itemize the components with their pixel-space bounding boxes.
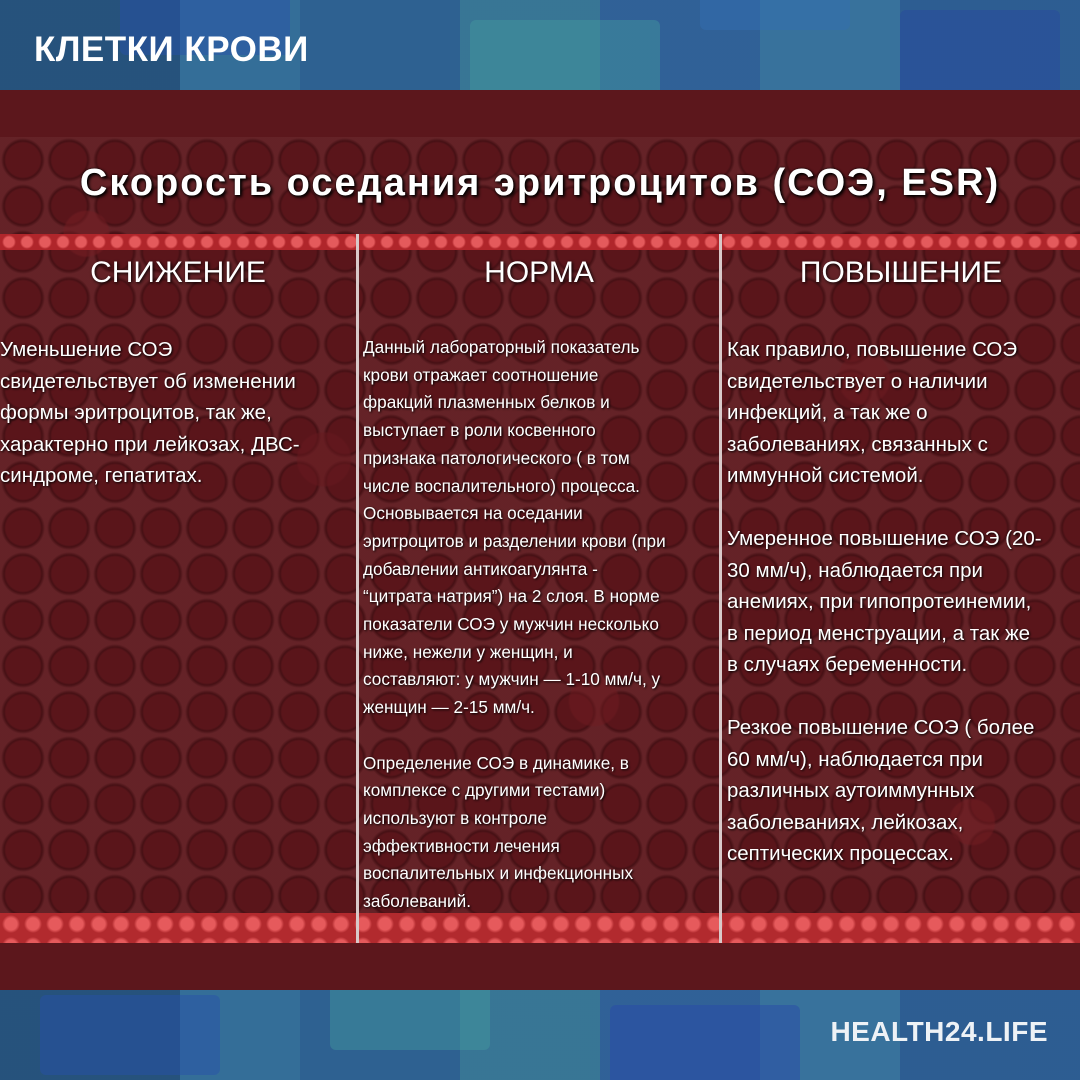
column-heading-increase: ПОВЫШЕНИЕ (799, 256, 1003, 289)
background-tile (610, 1005, 800, 1080)
column-divider (356, 234, 359, 943)
background-tile (700, 0, 850, 30)
background-tile (40, 995, 220, 1075)
column-heading-decrease: СНИЖЕНИЕ (90, 256, 266, 289)
top-cell-strip (0, 234, 1080, 250)
site-url: HEALTH24.LIFE (830, 1016, 1048, 1047)
column-text-norm: Данный лабораторный показатель крови отражает соотношение фракций плазменных белков и выступает в роли косвенного признака патологического ( в том числе воспалительного) процесса. Основывается на оседании эритроцитов и разделении крови (при добавлении антикоагулянта - “цитрата натрия”) на 2 слоя. В норме показатели СОЭ у мужчин несколько ниже, нежели у женщин, и составляют: у мужчин — 1-10 мм/ч, у женщин — 2-15 мм/ч. Определение СОЭ в динамике, в комплексе с другими тестами) используют в контроле эффективности лечения воспалительных и инфекционных заболеваний. (363, 337, 666, 912)
column-heading-norm: НОРМА (484, 256, 594, 289)
bottom-cell-strip (0, 913, 1080, 943)
infographic-title: Скорость оседания эритроцитов (СОЭ, ESR) (79, 162, 1001, 204)
background-tile (470, 20, 660, 90)
column-text-increase: Как правило, повышение СОЭ свидетельствует о наличии инфекций, а так же о заболеваниях, связанных с иммунной системой. Умеренное повышение СОЭ (20- 30 мм/ч), наблюдается при анемиях, при гипопротеинемии, в период менструации, а так же в случаях беременности. Резкое повышение СОЭ ( более 60 мм/ч), наблюдается при различных аутоиммунных заболеваниях, лейкозах, септических процессах. (727, 338, 1042, 865)
column-text-decrease: Уменьшение СОЭ свидетельствует об изменении формы эритроцитов, так же, характерно при лейкозах, ДВС- синдроме, гепатитах. (0, 338, 300, 487)
column-divider (719, 234, 722, 943)
background-tile (900, 10, 1060, 90)
page-title: КЛЕТКИ КРОВИ (34, 30, 309, 69)
background-tile (330, 990, 490, 1050)
